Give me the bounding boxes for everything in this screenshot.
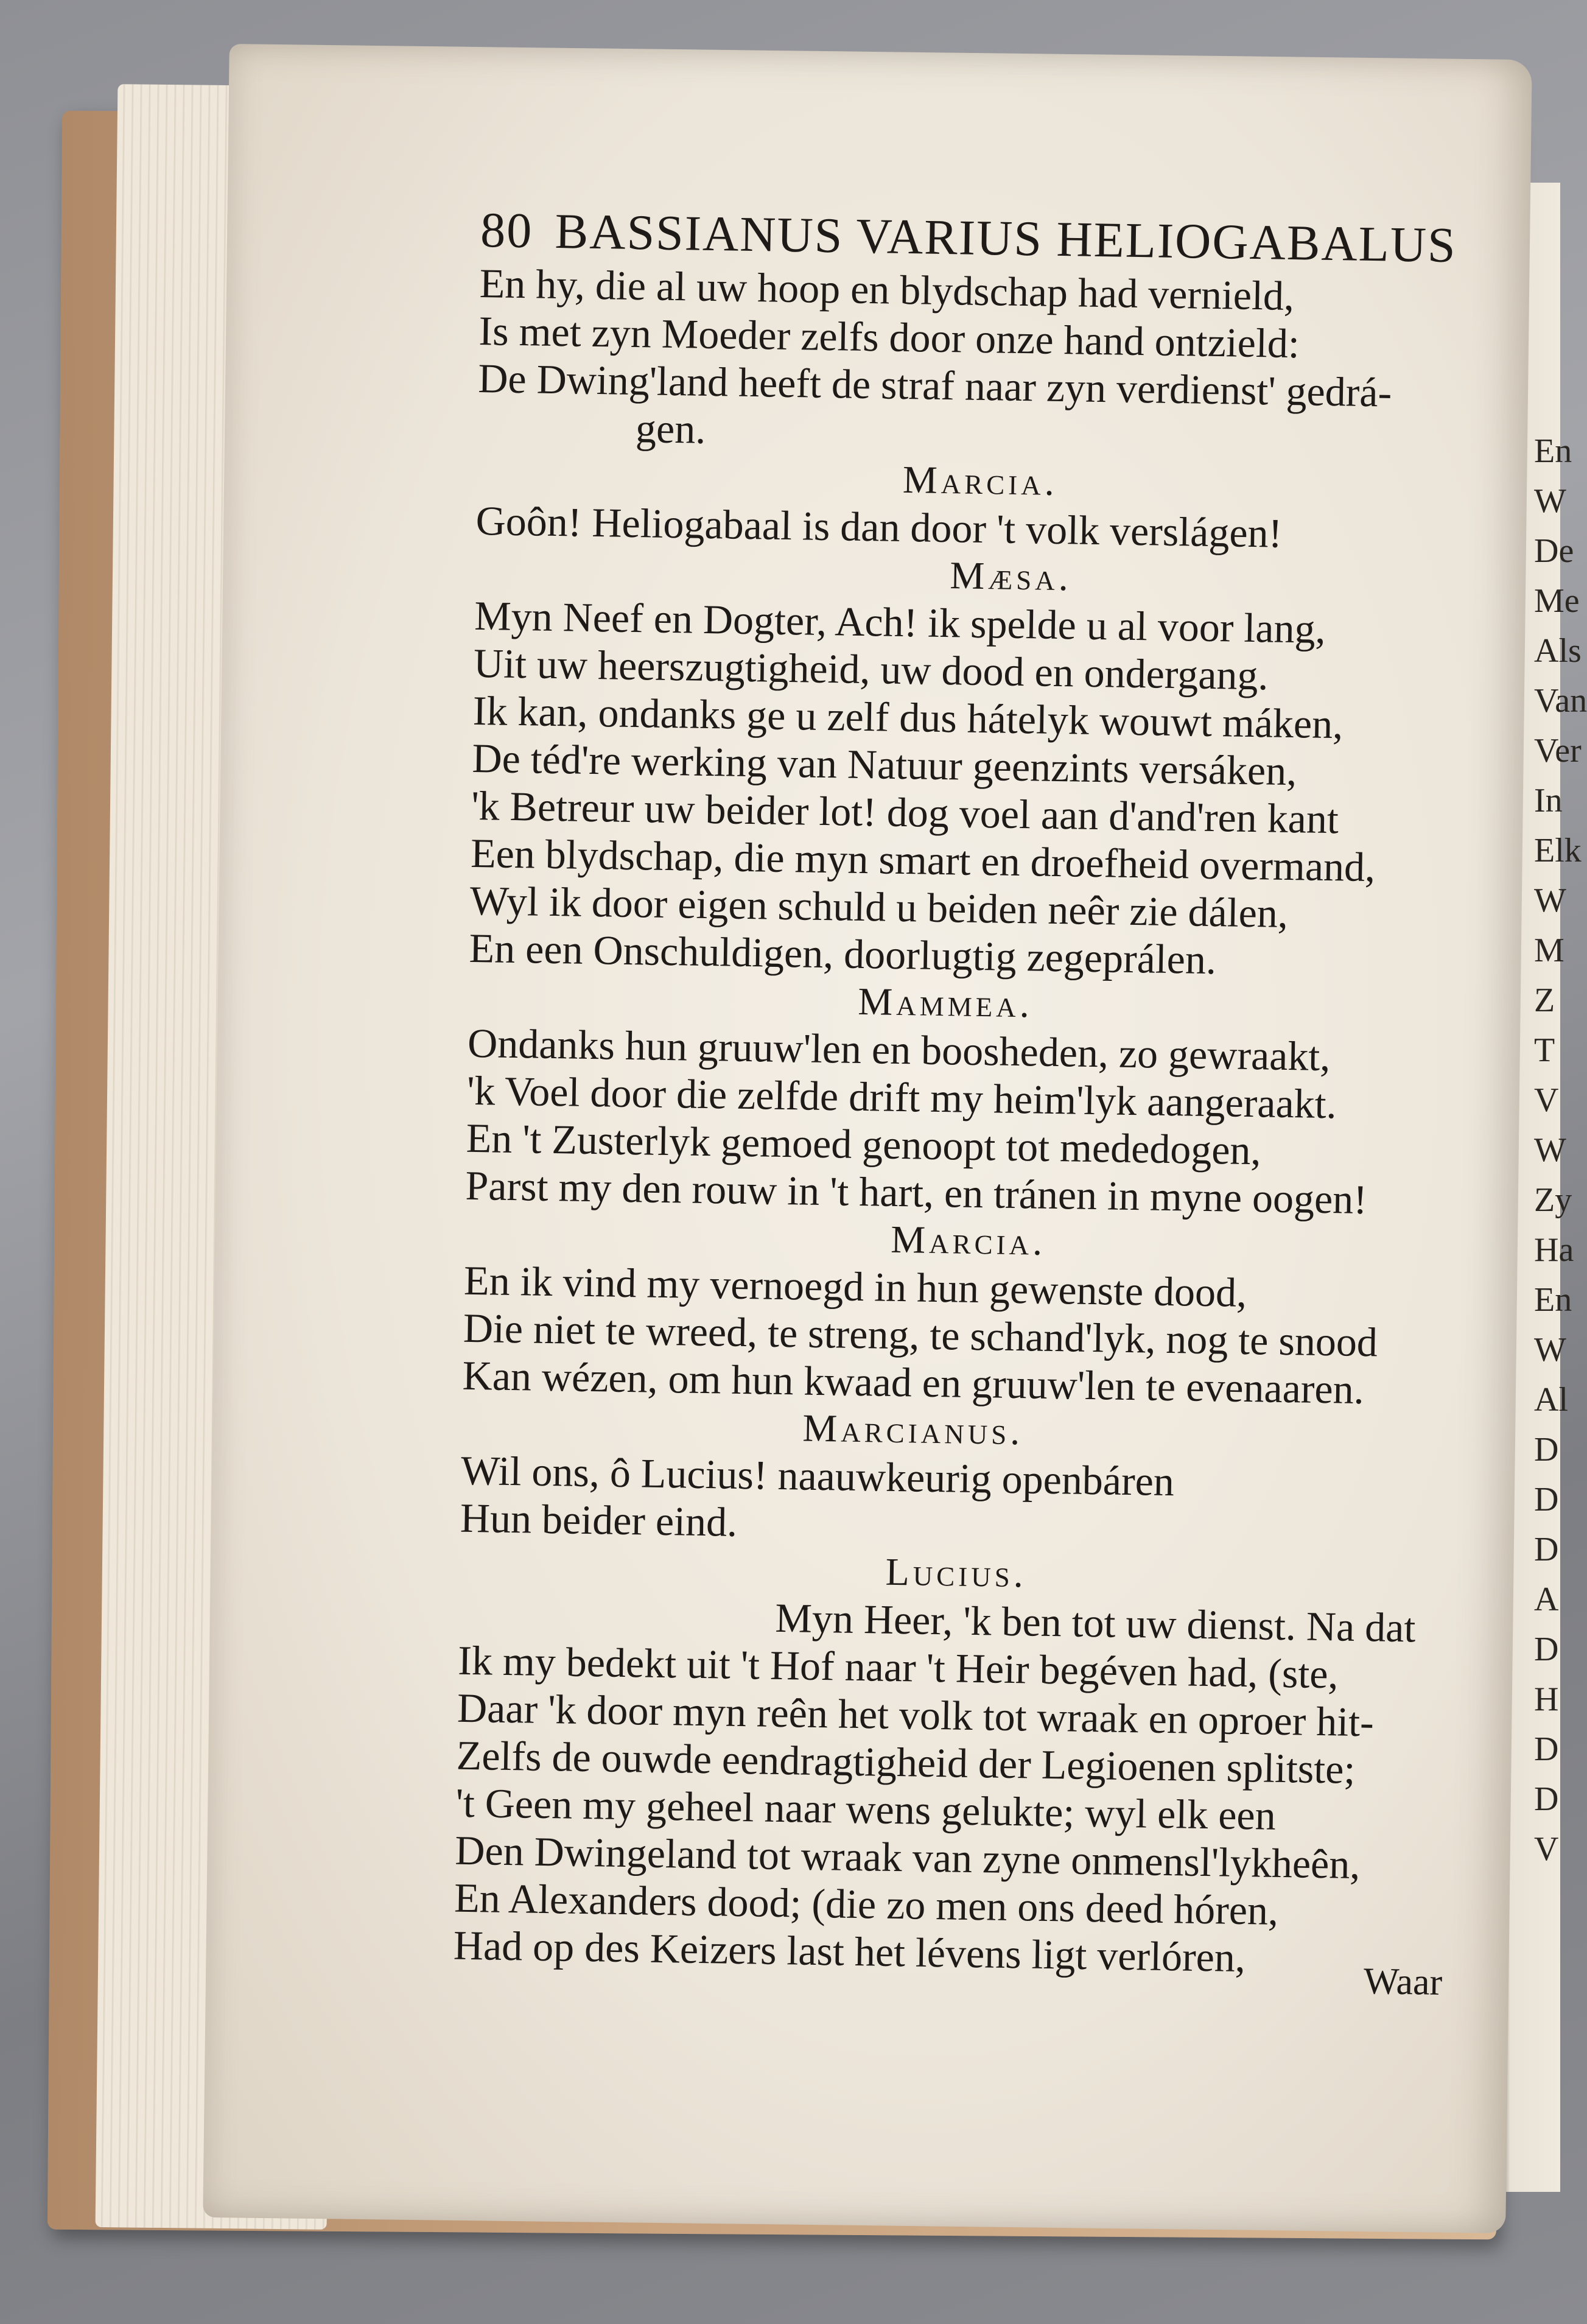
verse-line: 'k Betreur uw beider lot! dog voel aan d'and'ren kant — [471, 782, 1339, 843]
verse-line: En hy, die al uw hoop en blydschap had vernield, — [479, 259, 1295, 319]
running-title: BASSIANUS VARIUS HELIOGABALUS — [555, 203, 1457, 273]
verse-line: Wil ons, ô Lucius! naauwkeurig openbáren — [460, 1447, 1175, 1505]
facing-page-fragment: D — [1534, 1730, 1559, 1768]
verse-line: Wyl ik door eigen schuld u beiden neêr zie dálen, — [469, 877, 1289, 936]
speaker-name: Marcia. — [890, 1217, 1046, 1263]
facing-page-fragment: T — [1534, 1031, 1555, 1069]
facing-page-fragment: D — [1534, 1481, 1559, 1518]
verse-line: Ik kan, ondanks ge u zelf dus hátelyk wouwt máken, — [472, 687, 1344, 748]
verse-line: gen. — [635, 405, 706, 452]
speaker-name: Mammea. — [857, 979, 1034, 1026]
facing-page-fragment: W — [1534, 1131, 1566, 1169]
verse-line: Is met zyn Moeder zelfs door onze hand ontzield: — [478, 307, 1300, 367]
verse-line: Myn Heer, 'k ben tot uw dienst. Na dat — [774, 1594, 1416, 1651]
facing-page-fragment: H — [1534, 1680, 1559, 1718]
facing-page-fragment: D — [1534, 1431, 1559, 1469]
facing-page-fragment: A — [1534, 1581, 1559, 1618]
verse-line: En een Onschuldigen, doorlugtig zegeprálen. — [469, 924, 1217, 983]
speaker-name: Mæsa. — [949, 553, 1073, 599]
verse-line: Had op des Keizers last het lévens ligt verlóren, — [453, 1922, 1246, 1981]
verse-line: Myn Neef en Dogter, Ach! ik spelde u al voor lang, — [474, 592, 1326, 652]
verse-line: Den Dwingeland tot wraak van zyne onmensl'lykheên, — [454, 1827, 1361, 1888]
verse-line: Zelfs de ouwde eendragtigheid der Legioenen splitste; — [456, 1732, 1356, 1792]
verse-line: Uit uw heerszugtigheid, uw dood en ondergang. — [473, 639, 1269, 699]
facing-page-fragment: Elk — [1534, 832, 1582, 869]
facing-page-fragment: W — [1534, 482, 1566, 520]
verse-line: Parst my den rouw in 't hart, en tránen in myne oogen! — [465, 1162, 1368, 1223]
verse-line: Hun beider eind. — [460, 1494, 738, 1545]
verse-line: Daar 'k door myn reên het volk tot wraak en oproer hit- — [457, 1684, 1375, 1746]
verse-line: Een blydschap, die myn smart en droefheid overmand, — [470, 829, 1376, 891]
facing-page-fragment: Al — [1534, 1381, 1568, 1419]
facing-page-fragment: Zy — [1534, 1181, 1572, 1219]
verse-line: Ondanks hun gruuw'len en boosheden, zo gewraakt, — [467, 1019, 1331, 1080]
facing-page-fragment: Als — [1534, 632, 1582, 670]
page-number: 80 — [480, 202, 533, 259]
verse-line: En ik vind my vernoegd in hun gewenste dood, — [463, 1257, 1247, 1316]
facing-page-fragment: V — [1534, 1830, 1559, 1868]
facing-page-fragment: Van — [1534, 682, 1587, 720]
catchword: Waar — [1363, 1960, 1443, 2004]
verse-line: De téd're werking van Natuur geenzints versáken, — [472, 734, 1297, 795]
verse-line: Die niet te wreed, te streng, te schand'lyk, nog te snood — [463, 1304, 1378, 1366]
speaker-name: Marcia. — [902, 457, 1059, 504]
verse-line: Goôn! Heliogabaal is dan door 't volk verslágen! — [475, 497, 1283, 556]
page-text — [453, 201, 1515, 1985]
facing-page-fragment: En — [1534, 432, 1572, 470]
facing-page-fragment: Ver — [1534, 732, 1582, 770]
facing-page-fragment: Ha — [1534, 1231, 1574, 1269]
verse-line: Ik my bedekt uit 't Hof naar 't Heir begéven had, (ste, — [457, 1637, 1339, 1697]
facing-page-fragment: W — [1534, 1331, 1566, 1369]
verse-line: En Alexanders dood; (die zo men ons deed hóren, — [454, 1874, 1279, 1934]
facing-page-fragment: V — [1534, 1081, 1559, 1119]
verse-line: De Dwing'land heeft de straf naar zyn verdienst' gedrá- — [477, 354, 1392, 416]
facing-page-fragment: In — [1534, 782, 1563, 820]
verse-body — [453, 259, 1515, 1985]
facing-page-fragment: Z — [1534, 981, 1555, 1019]
verse-line: 't Geen my geheel naar wens gelukte; wyl elk een — [455, 1779, 1277, 1839]
facing-page-fragment: En — [1534, 1281, 1572, 1319]
facing-page-fragment: De — [1534, 532, 1574, 570]
verse-line: 'k Voel door die zelfde drift my heim'lyk aangeraakt. — [466, 1067, 1337, 1128]
speaker-name: Marcianus. — [802, 1406, 1024, 1453]
facing-page-text — [1534, 426, 1587, 1948]
verse-line: En 't Zusterlyk gemoed genoopt tot mededogen, — [466, 1114, 1262, 1174]
facing-page-fragment: D — [1534, 1631, 1559, 1668]
facing-page-fragment: D — [1534, 1531, 1559, 1568]
facing-page-fragment: Me — [1534, 582, 1580, 620]
speaker-name: Lucius. — [885, 1550, 1028, 1596]
verse-line: Kan wézen, om hun kwaad en gruuw'len te evenaaren. — [462, 1352, 1365, 1413]
facing-page-fragment: W — [1534, 882, 1566, 919]
facing-page-fragment: M — [1534, 932, 1564, 969]
facing-page-fragment: D — [1534, 1780, 1559, 1818]
